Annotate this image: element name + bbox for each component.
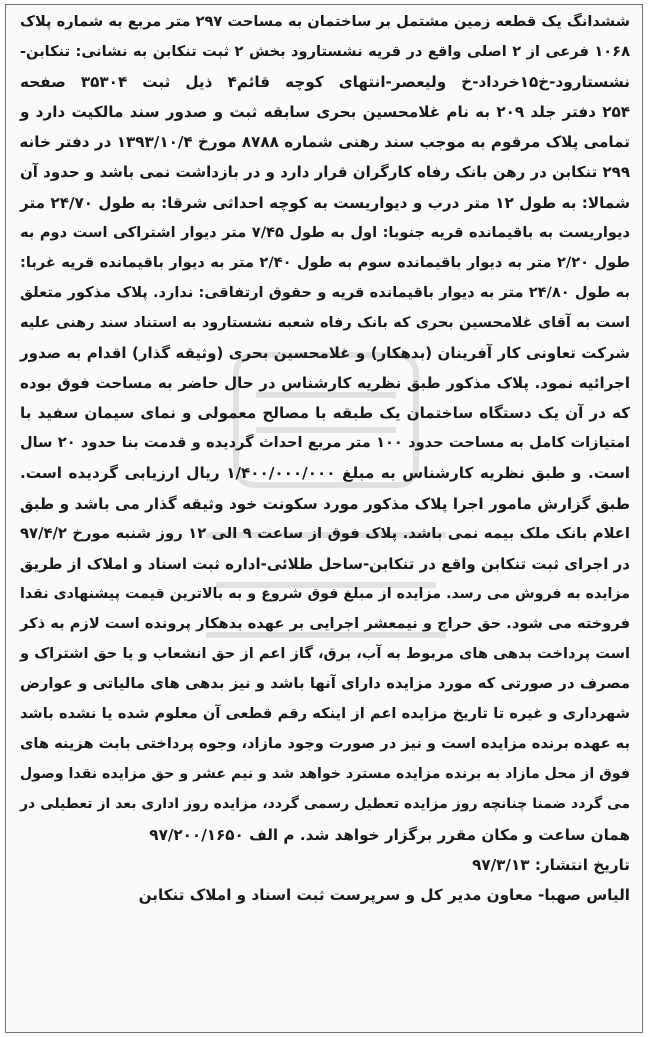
text-line: ششدانگ یک قطعه زمین مشتمل بر ساختمان به مساحت ۲۹۷ متر مربع به شماره پلاک — [20, 13, 630, 30]
newspaper-clipping — [5, 4, 643, 1033]
text-line: به عهده برنده مزایده است و نیز در صورت وجود مازاد، وجوه پرداختی بابت هزینه های — [20, 735, 630, 753]
text-line: ۱۰۶۸ فرعی از ۲ اصلی واقع در قریه نشستارود بخش ۲ ثبت تنکابن به نشانی: تنکابن- — [20, 43, 630, 61]
text-line: ۲۵۴ دفتر جلد ۲۰۹ به نام غلامحسین بحری سابقه ثبت و صدور سند مالکیت دارد و — [20, 103, 630, 122]
text-line: است. و طبق نظریه کارشناس به مبلغ ۱/۴۰۰/۰۰۰/۰۰۰ ریال ارزیابی گردیده است. — [20, 464, 630, 483]
text-line: همان ساعت و مکان مقرر برگزار خواهد شد. م الف ۹۷/۲۰۰/۱۶۵۰ — [149, 825, 630, 844]
text-line: شهرداری و غیره تا تاریخ مزایده اعم از اینکه رقم قطعی آن معلوم شده یا نشده باشد — [20, 705, 630, 723]
text-line: طول ۲/۲۰ متر به دیوار باقیمانده سوم به طول ۲/۴۰ متر به دیوار باقیمانده قریه غربا: — [20, 253, 631, 271]
auction-notice-text — [20, 7, 630, 910]
text-line: نشستارود-خ۱۵خرداد-خ ولیعصر-انتهای کوچه قائم۴ ذیل ثبت ۳۵۳۰۴ صفحه — [20, 73, 630, 92]
text-line: می گردد ضمنا چنانچه روز مزایده تعطیل رسمی گردد، مزایده روز اداری بعد از تعطیلی در — [20, 796, 630, 813]
text-line: اجرائیه نمود. پلاک مذکور طبق نظریه کارشناس در حال حاضر به مساحت فوق بوده — [20, 374, 630, 393]
text-line: به طول ۲۴/۸۰ متر به دیوار باقیمانده قریه و حقوق ارتفاقی: ندارد. پلاک مذکور متعلق — [20, 283, 630, 301]
text-line: فوق از محل مازاد به برنده مزایده مسترد خواهد شد و نیم عشر و حق مزایده نقدا وصول — [19, 766, 630, 783]
text-line: که در آن یک دستگاه ساختمان یک طبقه با مصالح معمولی و نمای سیمان سفید با — [20, 404, 630, 423]
text-line: شرکت تعاونی کار آفرینان (بدهکار) و غلامحسین بحری (وثیقه گذار) اقدام به صدور — [20, 344, 630, 363]
text-line: است به آقای غلامحسین بحری که بانک رفاه شعبه نشستارود به استناد سند رهنی علیه — [20, 314, 630, 331]
text-line: مصرف در صورتی که مورد مزایده دارای آنها باشد و نیز بدهی های مالیاتی و عوارض — [20, 675, 630, 693]
text-line: فروخته می شود. حق حراج و نیمعشر اجرایی بر عهده بدهکار پرونده است لازم به ذکر — [20, 614, 630, 632]
text-line: الیاس صهبا- معاون مدیر کل و سرپرست ثبت اسناد و املاک تنکابن — [138, 885, 630, 904]
text-line: در اجرای ثبت تنکابن واقع در تنکابن-ساحل طلائی-اداره ثبت اسناد و املاک از طریق — [19, 554, 630, 573]
text-line: اعلام بانک ملک بیمه نمی باشد. پلاک فوق از ساعت ۹ الی ۱۲ روز شنبه مورخ ۹۷/۴/۲ — [20, 524, 630, 542]
text-line: تمامی پلاک مرقوم به موجب سند رهنی شماره ۸۷۸۸ مورخ ۱۳۹۳/۱۰/۴ در دفتر خانه — [19, 133, 630, 152]
text-line: تاریخ انتشار: ۹۷/۳/۱۳ — [472, 855, 630, 874]
text-line: طبق گزارش مامور اجرا پلاک مذکور مورد سکونت خود وثیقه گذار می باشد و طبق — [20, 494, 630, 513]
text-line: شمالا: به طول ۱۲ متر درب و دیواریست به کوچه احداثی شرقا: به طول ۲۴/۷۰ متر — [20, 193, 630, 212]
text-line: مزایده به فروش می رسد. مزایده از مبلغ فوق شروع و به بالاترین قیمت پیشنهادی نقدا — [20, 585, 630, 602]
text-line: است پرداخت بدهی های مربوط به آب، برق، گاز اعم از حق انشعاب و یا حق اشتراک و — [20, 644, 630, 662]
text-line: امتیازات کامل به مساحت حدود ۱۰۰ متر مربع احداث گردیده و قدمت بنا حدود ۲۰ سال — [20, 434, 631, 452]
text-line: ۲۹۹ تنکابن در رهن بانک رفاه کارگران قرار دارد و در بازداشت نمی باشد و حدود آن — [20, 163, 630, 182]
text-line: دیواریست به باقیمانده قریه جنوبا: اول به طول ۷/۴۵ متر دیوار اشتراکی است دوم به — [20, 223, 630, 241]
